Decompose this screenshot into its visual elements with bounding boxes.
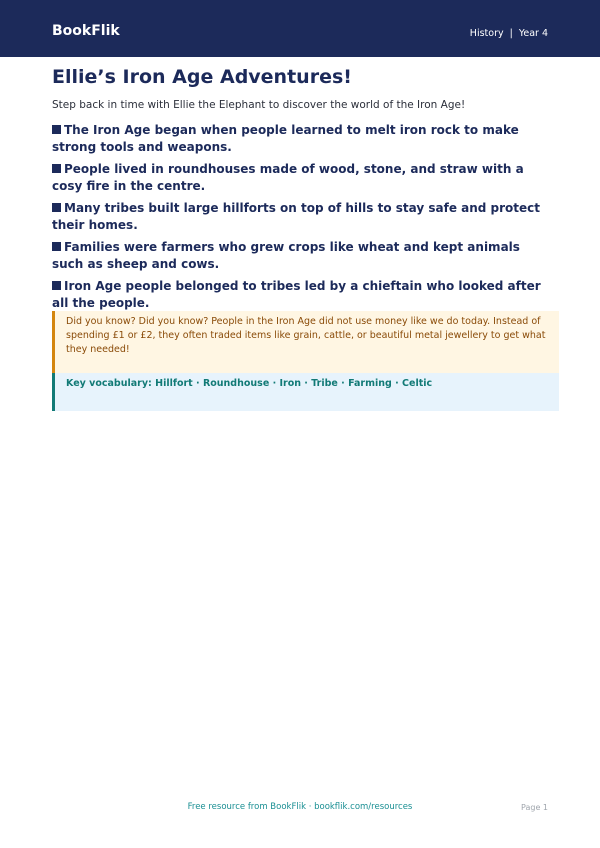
fact-text: Families were farmers who grew crops like wheat and kept animals such as sheep and cows. [52, 240, 520, 271]
key-vocabulary-box: Key vocabulary: Hillfort · Roundhouse · Iron · Tribe · Farming · Celtic [52, 373, 559, 411]
meta-separator: | [509, 28, 513, 39]
intro-text: Step back in time with Ellie the Elephant to discover the world of the Iron Age! [52, 99, 466, 111]
header-meta [470, 28, 548, 39]
fact-item [52, 161, 552, 195]
footer-link[interactable]: Free resource from BookFlik · bookflik.com/resources [187, 802, 413, 812]
did-you-know-box: Did you know? Did you know? People in the Iron Age did not use money like we do today. Instead of spending £1 or £2, they often traded items like grain, cattle, or beautiful metal jewellery to get what they needed! [52, 311, 559, 373]
fact-text: The Iron Age began when people learned to melt iron rock to make strong tools and weapons. [52, 123, 519, 154]
subject-label: History [469, 28, 504, 39]
square-bullet-icon [52, 242, 61, 251]
fact-item [52, 200, 552, 234]
page-title: Ellie’s Iron Age Adventures! [52, 66, 352, 88]
brand-logo[interactable]: BookFlik [52, 23, 120, 39]
fact-text: Iron Age people belonged to tribes led by a chieftain who looked after all the people. [52, 279, 541, 310]
fact-item [52, 239, 552, 273]
page-number: Page 1 [521, 803, 548, 812]
fact-text: People lived in roundhouses made of wood, stone, and straw with a cosy fire in the centre. [52, 162, 524, 193]
fact-list [52, 122, 552, 317]
square-bullet-icon [52, 164, 61, 173]
page-header [0, 0, 600, 57]
fact-item [52, 278, 552, 312]
square-bullet-icon [52, 125, 61, 134]
fact-text: Many tribes built large hillforts on top of hills to stay safe and protect their homes. [52, 201, 541, 232]
square-bullet-icon [52, 203, 61, 212]
fact-item [52, 122, 552, 156]
year-label: Year 4 [518, 28, 548, 39]
square-bullet-icon [52, 281, 61, 290]
